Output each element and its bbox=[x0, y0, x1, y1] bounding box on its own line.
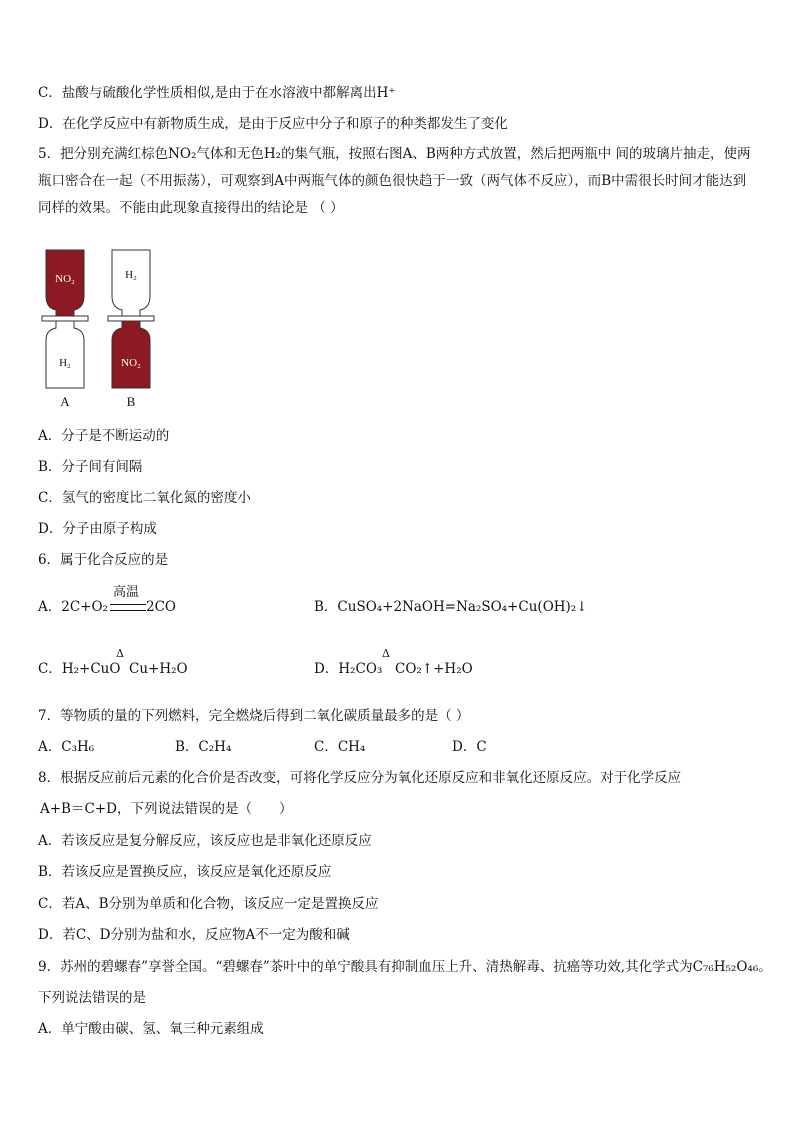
bottle-a-plate bbox=[42, 316, 88, 321]
q6-option-c-delta: Δ bbox=[116, 647, 124, 660]
q6-option-d-left: D．H₂CO₃ bbox=[314, 661, 383, 677]
q6-option-a-left: A．2C+O₂ bbox=[38, 599, 108, 615]
q6-option-a-condition: 高温 bbox=[113, 585, 140, 600]
q9-option-a: A．单宁酸由碳、氢、氧三种元素组成 bbox=[38, 1021, 264, 1037]
q7-option-d: D．C bbox=[452, 739, 487, 755]
bottle-b-bottom-label: NO₂ bbox=[121, 357, 141, 369]
label-a: A bbox=[60, 394, 70, 409]
q8-option-b: B．若该反应是置换反应，该反应是氧化还原反应 bbox=[38, 864, 332, 880]
question-6: 6．属于化合反应的是 bbox=[38, 552, 169, 568]
q6-option-d-delta: Δ bbox=[382, 647, 390, 660]
bottle-a-bottom-label: H₂ bbox=[59, 357, 71, 369]
q7-option-b: B．C₂H₄ bbox=[175, 739, 232, 755]
question-9-prompt: 下列说法错误的是 bbox=[38, 990, 146, 1006]
q5-option-c: C．氢气的密度比二氧化氮的密度小 bbox=[38, 490, 251, 506]
option-c-prev: C．盐酸与硫酸化学性质相似,是由于在水溶液中都解离出H⁺ bbox=[38, 85, 396, 101]
bottles-svg bbox=[38, 244, 168, 414]
bottle-b-plate bbox=[108, 316, 154, 321]
q6-option-c-left: C．H₂+CuO bbox=[38, 661, 121, 677]
label-b: B bbox=[126, 394, 136, 409]
q6-option-a-right: 2CO bbox=[146, 599, 176, 615]
bottle-b-bottom bbox=[112, 321, 150, 388]
q7-option-a: A．C₃H₆ bbox=[38, 739, 95, 755]
question-8: 8．根据反应前后元素的化合价是否改变，可将化学反应分为氧化还原反应和非氧化还原反应。对于化学反应 bbox=[38, 770, 682, 786]
q8-option-c: C．若A、B分别为单质和化合物，该反应一定是置换反应 bbox=[38, 896, 379, 912]
question-5: 5．把分别充满红棕色NO₂气体和无色H₂的集气瓶，按照右图A、B两种方式放置，然后把两瓶中 间的玻璃片抽走，使两瓶口密合在一起（不用振荡），可观察到A中两瓶气体的颜色很快趋于一致（两气体不反应），而B中需很长时间才能达到同样的效果。不能由此现象直接得出的结论是 （ ） bbox=[38, 146, 751, 216]
q7-option-c: C．CH₄ bbox=[314, 739, 366, 755]
question-9: 9．苏州的碧螺春”享誉全国。“碧螺春”茶叶中的单宁酸具有抑制血压上升、清热解毒、抗癌等功效,其化学式为C₇₆H₅₂O₄₆。 bbox=[38, 959, 772, 975]
q5-option-a: A．分子是不断运动的 bbox=[38, 428, 170, 444]
question-8-equation: A+B＝C+D，下列说法错误的是（ ） bbox=[40, 801, 293, 817]
question-7: 7．等物质的量的下列燃料，完全燃烧后得到二氧化碳质量最多的是（ ） bbox=[38, 708, 470, 724]
q5-option-d: D．分子由原子构成 bbox=[38, 521, 157, 537]
bottle-a-bottom bbox=[46, 321, 84, 388]
q6-option-c-right: Cu+H₂O bbox=[129, 661, 188, 677]
bottle-b-top-label: H₂ bbox=[125, 269, 137, 281]
option-d-prev: D．在化学反应中有新物质生成，是由于反应中分子和原子的种类都发生了变化 bbox=[38, 116, 508, 132]
q6-option-b: B．CuSO₄+2NaOH=Na₂SO₄+Cu(OH)₂↓ bbox=[314, 599, 588, 615]
q6-option-a-equals bbox=[110, 604, 146, 611]
q5-option-b: B．分子间有间隔 bbox=[38, 459, 143, 475]
bottle-a-top-label: NO₂ bbox=[55, 273, 75, 285]
gas-bottles-figure bbox=[38, 244, 168, 414]
q8-option-d: D．若C、D分别为盐和水，反应物A不一定为酸和碱 bbox=[38, 927, 350, 943]
bottle-b-top bbox=[112, 250, 150, 316]
q8-option-a: A．若该反应是复分解反应，该反应也是非氧化还原反应 bbox=[38, 833, 372, 849]
q6-option-d-right: CO₂↑+H₂O bbox=[395, 661, 473, 677]
